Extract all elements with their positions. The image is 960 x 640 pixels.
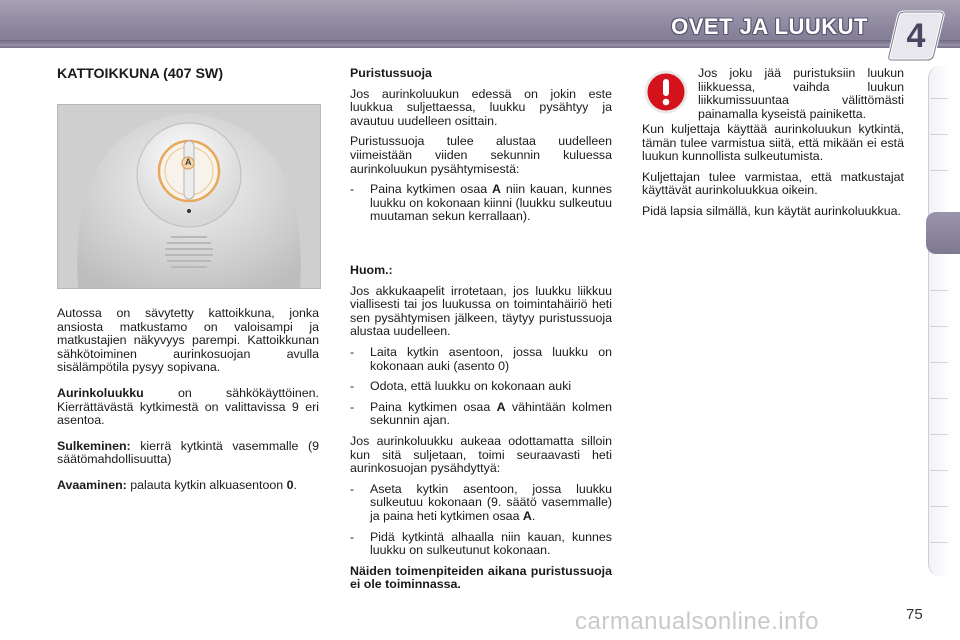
chapter-tabs bbox=[928, 66, 951, 576]
sunroof-switch-drawing bbox=[58, 105, 320, 288]
chapter-number: 4 bbox=[906, 17, 926, 55]
chapter-tab[interactable] bbox=[930, 290, 948, 291]
list-item: - Paina kytkimen osaa A vähintään kolmen sekunnin ajan. bbox=[350, 399, 612, 428]
chapter-tab[interactable] bbox=[930, 470, 948, 471]
sunroof-switch-illustration bbox=[57, 104, 321, 289]
chapter-tab[interactable] bbox=[930, 326, 948, 327]
intro-paragraph: Autossa on sävytetty kattoikkuna, jonka ansiosta matkustamo on valoisampi ja matkustajien näkyvyys parempi. Kattoikkunan sähkötoiminen aurinkosuojan avulla sisälämpötila pysyy sopivana. bbox=[57, 306, 319, 375]
list-item: - Paina kytkimen osaa A niin kauan, kunnes luukku on kokonaan kiinni (luukku sulkeutuu muutaman sekun kerrallaan). bbox=[350, 182, 612, 224]
warning-icon bbox=[644, 70, 688, 114]
children-paragraph: Pidä lapsia silmällä, kun käytät aurinkoluukkua. bbox=[642, 203, 901, 218]
closing-paragraph: Sulkeminen: kierrä kytkintä vasemmalle (9 säätömahdollisuutta) bbox=[57, 438, 319, 467]
switch-part-label: A bbox=[185, 157, 192, 167]
warning-text: Jos joku jää puristuksiin luukun liikkuessa, vaihda luukun liikkumissuuntaa välittömästi painamalla kyseistä painiketta. bbox=[698, 66, 904, 121]
header-stripe bbox=[0, 40, 960, 46]
chapter-title: OVET JA LUUKUT bbox=[671, 14, 868, 39]
list-item: - Laita kytkin asentoon, jossa luukku on kokonaan auki (asento 0) bbox=[350, 344, 612, 373]
unexpected-open-paragraph: Jos aurinkoluukku aukeaa odottamatta silloin kun sitä suljetaan, toimi seuraavasti heti aurinkosuojan pysähdyttyä: bbox=[350, 433, 612, 476]
chapter-tab[interactable] bbox=[930, 98, 948, 99]
list-item: - Pidä kytkintä alhaalla niin kauan, kunnes luukku on sulkeutunut kokonaan. bbox=[350, 529, 612, 558]
section-title: KATTOIKKUNA (407 SW) bbox=[57, 66, 224, 82]
chapter-tab-active[interactable] bbox=[926, 212, 960, 254]
middle-column bbox=[350, 67, 612, 231]
chapter-tab[interactable] bbox=[930, 398, 948, 399]
driver-paragraph: Kun kuljettaja käyttää aurinkoluukun kytkintä, tämän tulee varmistua siitä, että mikään ei estä luukun kunnollista sulkeutumista. bbox=[642, 122, 904, 164]
sunroof-paragraph: Aurinkoluukku on sähkökäyttöinen. Kierrättävästä kytkimestä on valittavissa 9 eri asentoa. bbox=[57, 385, 319, 428]
left-column bbox=[57, 68, 319, 89]
chapter-tab[interactable] bbox=[930, 434, 948, 435]
opening-paragraph: Avaaminen: palauta kytkin alkuasentoon 0. bbox=[57, 477, 297, 492]
anti-pinch-paragraph: Jos aurinkoluukun edessä on jokin este luukkua suljettaessa, luukku pysähtyy ja avautuu uudelleen osittain. bbox=[350, 86, 612, 128]
chapter-tab[interactable] bbox=[930, 362, 948, 363]
reinit-paragraph: Puristussuoja tulee alustaa uudelleen viimeistään viiden sekunnin kuluessa aurinkoluukun pysähtymisestä: bbox=[350, 134, 612, 176]
list-item: - Aseta kytkin asentoon, jossa luukku sulkeutuu kokonaan (9. säätö vasemmalle) ja paina heti kytkimen osaa A. bbox=[350, 481, 612, 523]
page-number: 75 bbox=[906, 606, 923, 623]
anti-pinch-heading: Puristussuoja bbox=[350, 66, 432, 80]
right-column bbox=[642, 123, 904, 226]
chapter-tab[interactable] bbox=[930, 542, 948, 543]
closing-warning: Näiden toimenpiteiden aikana puristussuoja ei ole toiminnassa. bbox=[350, 563, 612, 592]
warning-text-block bbox=[698, 67, 904, 128]
chapter-tab[interactable] bbox=[930, 134, 948, 135]
chapter-tab[interactable] bbox=[930, 506, 948, 507]
chapter-tab[interactable] bbox=[930, 170, 948, 171]
note-heading: Huom.: bbox=[350, 263, 393, 277]
middle-column-note bbox=[350, 264, 612, 599]
left-column-text bbox=[57, 307, 319, 500]
watermark: carmanualsonline.info bbox=[575, 608, 819, 635]
passenger-paragraph: Kuljettajan tulee varmistaa, että matkustajat käyttävät aurinkoluukkua oikein. bbox=[642, 169, 904, 198]
list-item: - Odota, että luukku on kokonaan auki bbox=[350, 379, 572, 394]
note-paragraph: Jos akkukaapelit irrotetaan, jos luukku liikkuu viallisesti tai jos luukussa on toimintahäiriö heti sen pysähtymisen jälkeen, täytyy puristussuoja alustaa uudelleen. bbox=[350, 283, 612, 339]
